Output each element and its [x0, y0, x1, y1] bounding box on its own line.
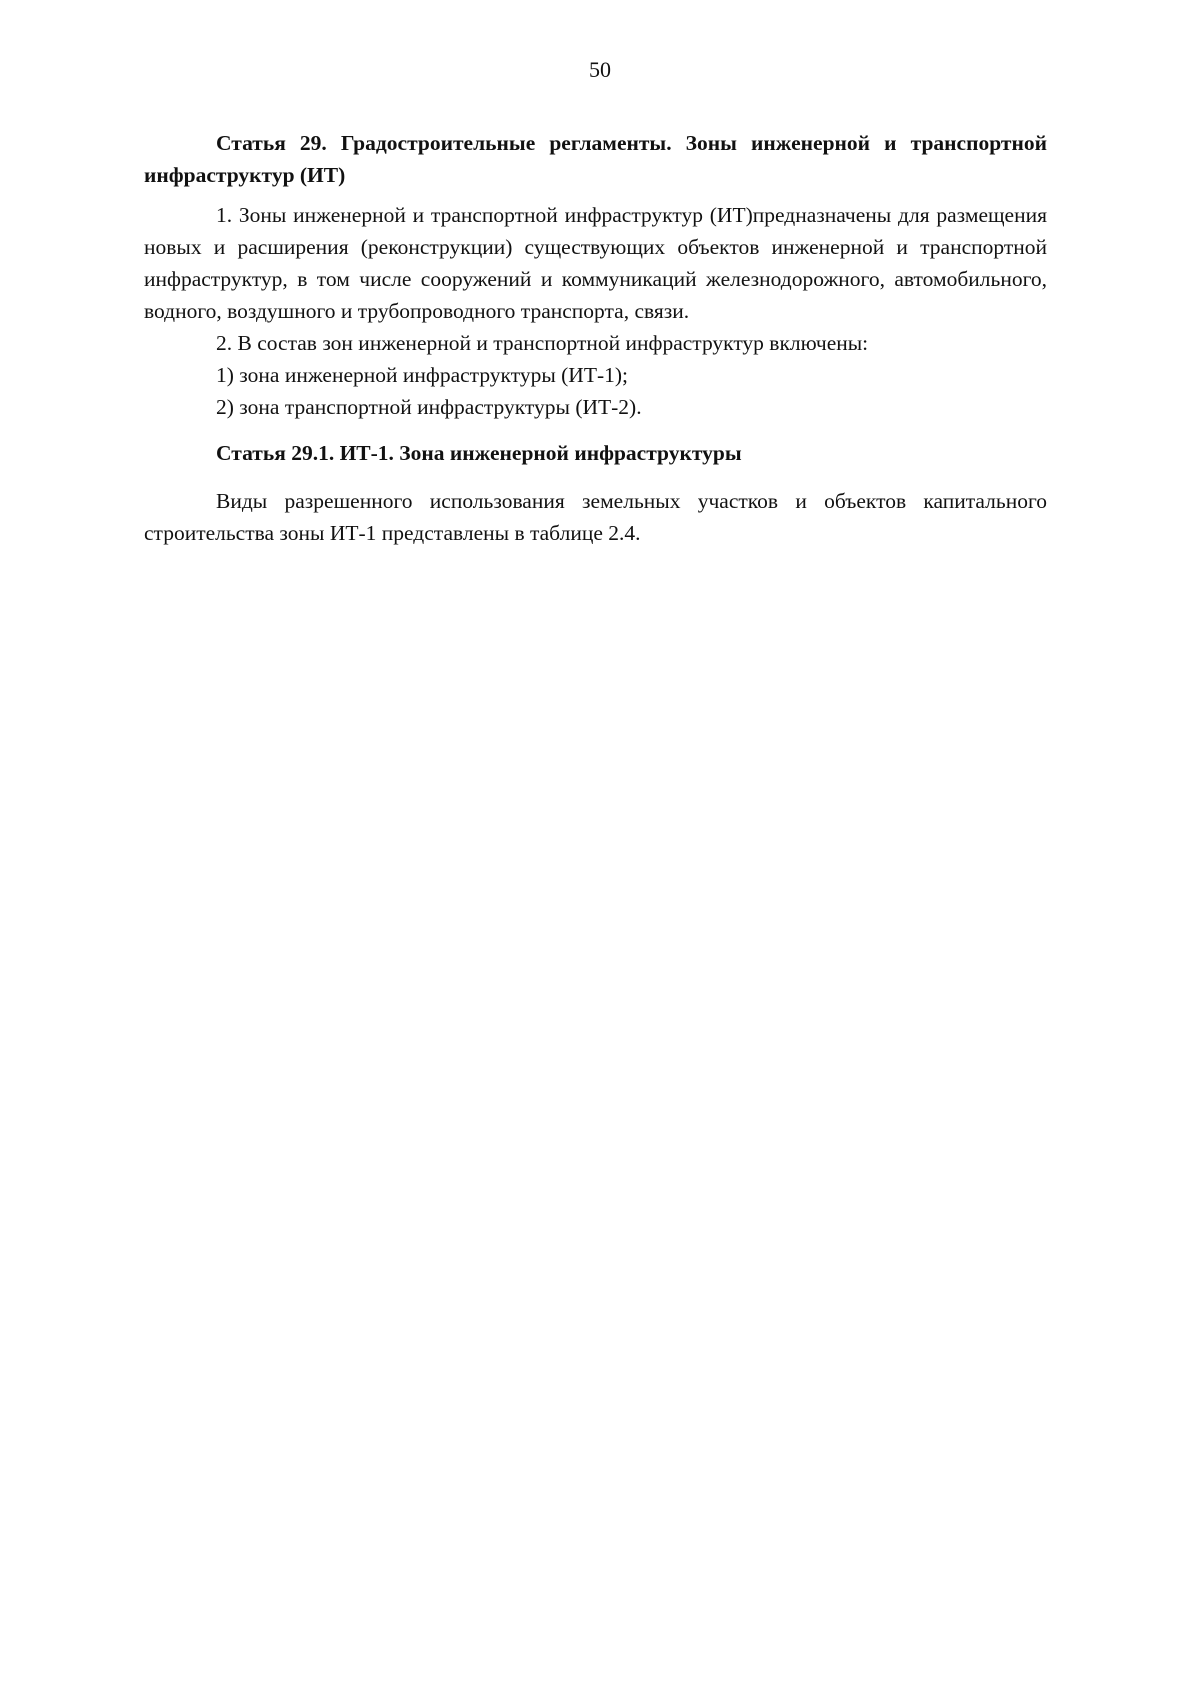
spacer	[144, 469, 1047, 485]
article-29-title: Статья 29. Градостроительные регламенты. Зоны инженерной и транспортной инфраструктур (ИТ)	[144, 131, 1047, 187]
article-29-1-paragraph-1: Виды разрешенного использования земельных участков и объектов капитального строительства зоны ИТ-1 представлены в таблице 2.4.	[144, 489, 1047, 545]
article-29-1-title: Статья 29.1. ИТ-1. Зона инженерной инфраструктуры	[216, 441, 742, 465]
spacer	[144, 191, 1047, 199]
article-29-paragraph-1: 1. Зоны инженерной и транспортной инфраструктур (ИТ)предназначены для размещения новых и расширения (реконструкции) существующих объектов инженерной и транспортной инфраструктур, в том числе сооружений и коммуникаций железнодорожного, автомобильного, водного, воздушного и трубопроводного транспорта, связи.	[144, 203, 1047, 323]
page-number: 50	[589, 57, 611, 82]
document-content	[144, 127, 1047, 549]
article-29-list-item-2: 2) зона транспортной инфраструктуры (ИТ-2).	[216, 395, 642, 419]
spacer	[144, 423, 1047, 437]
article-29-paragraph-2: 2. В состав зон инженерной и транспортной инфраструктур включены:	[216, 331, 869, 355]
article-29-list-item-1: 1) зона инженерной инфраструктуры (ИТ-1);	[216, 363, 628, 387]
